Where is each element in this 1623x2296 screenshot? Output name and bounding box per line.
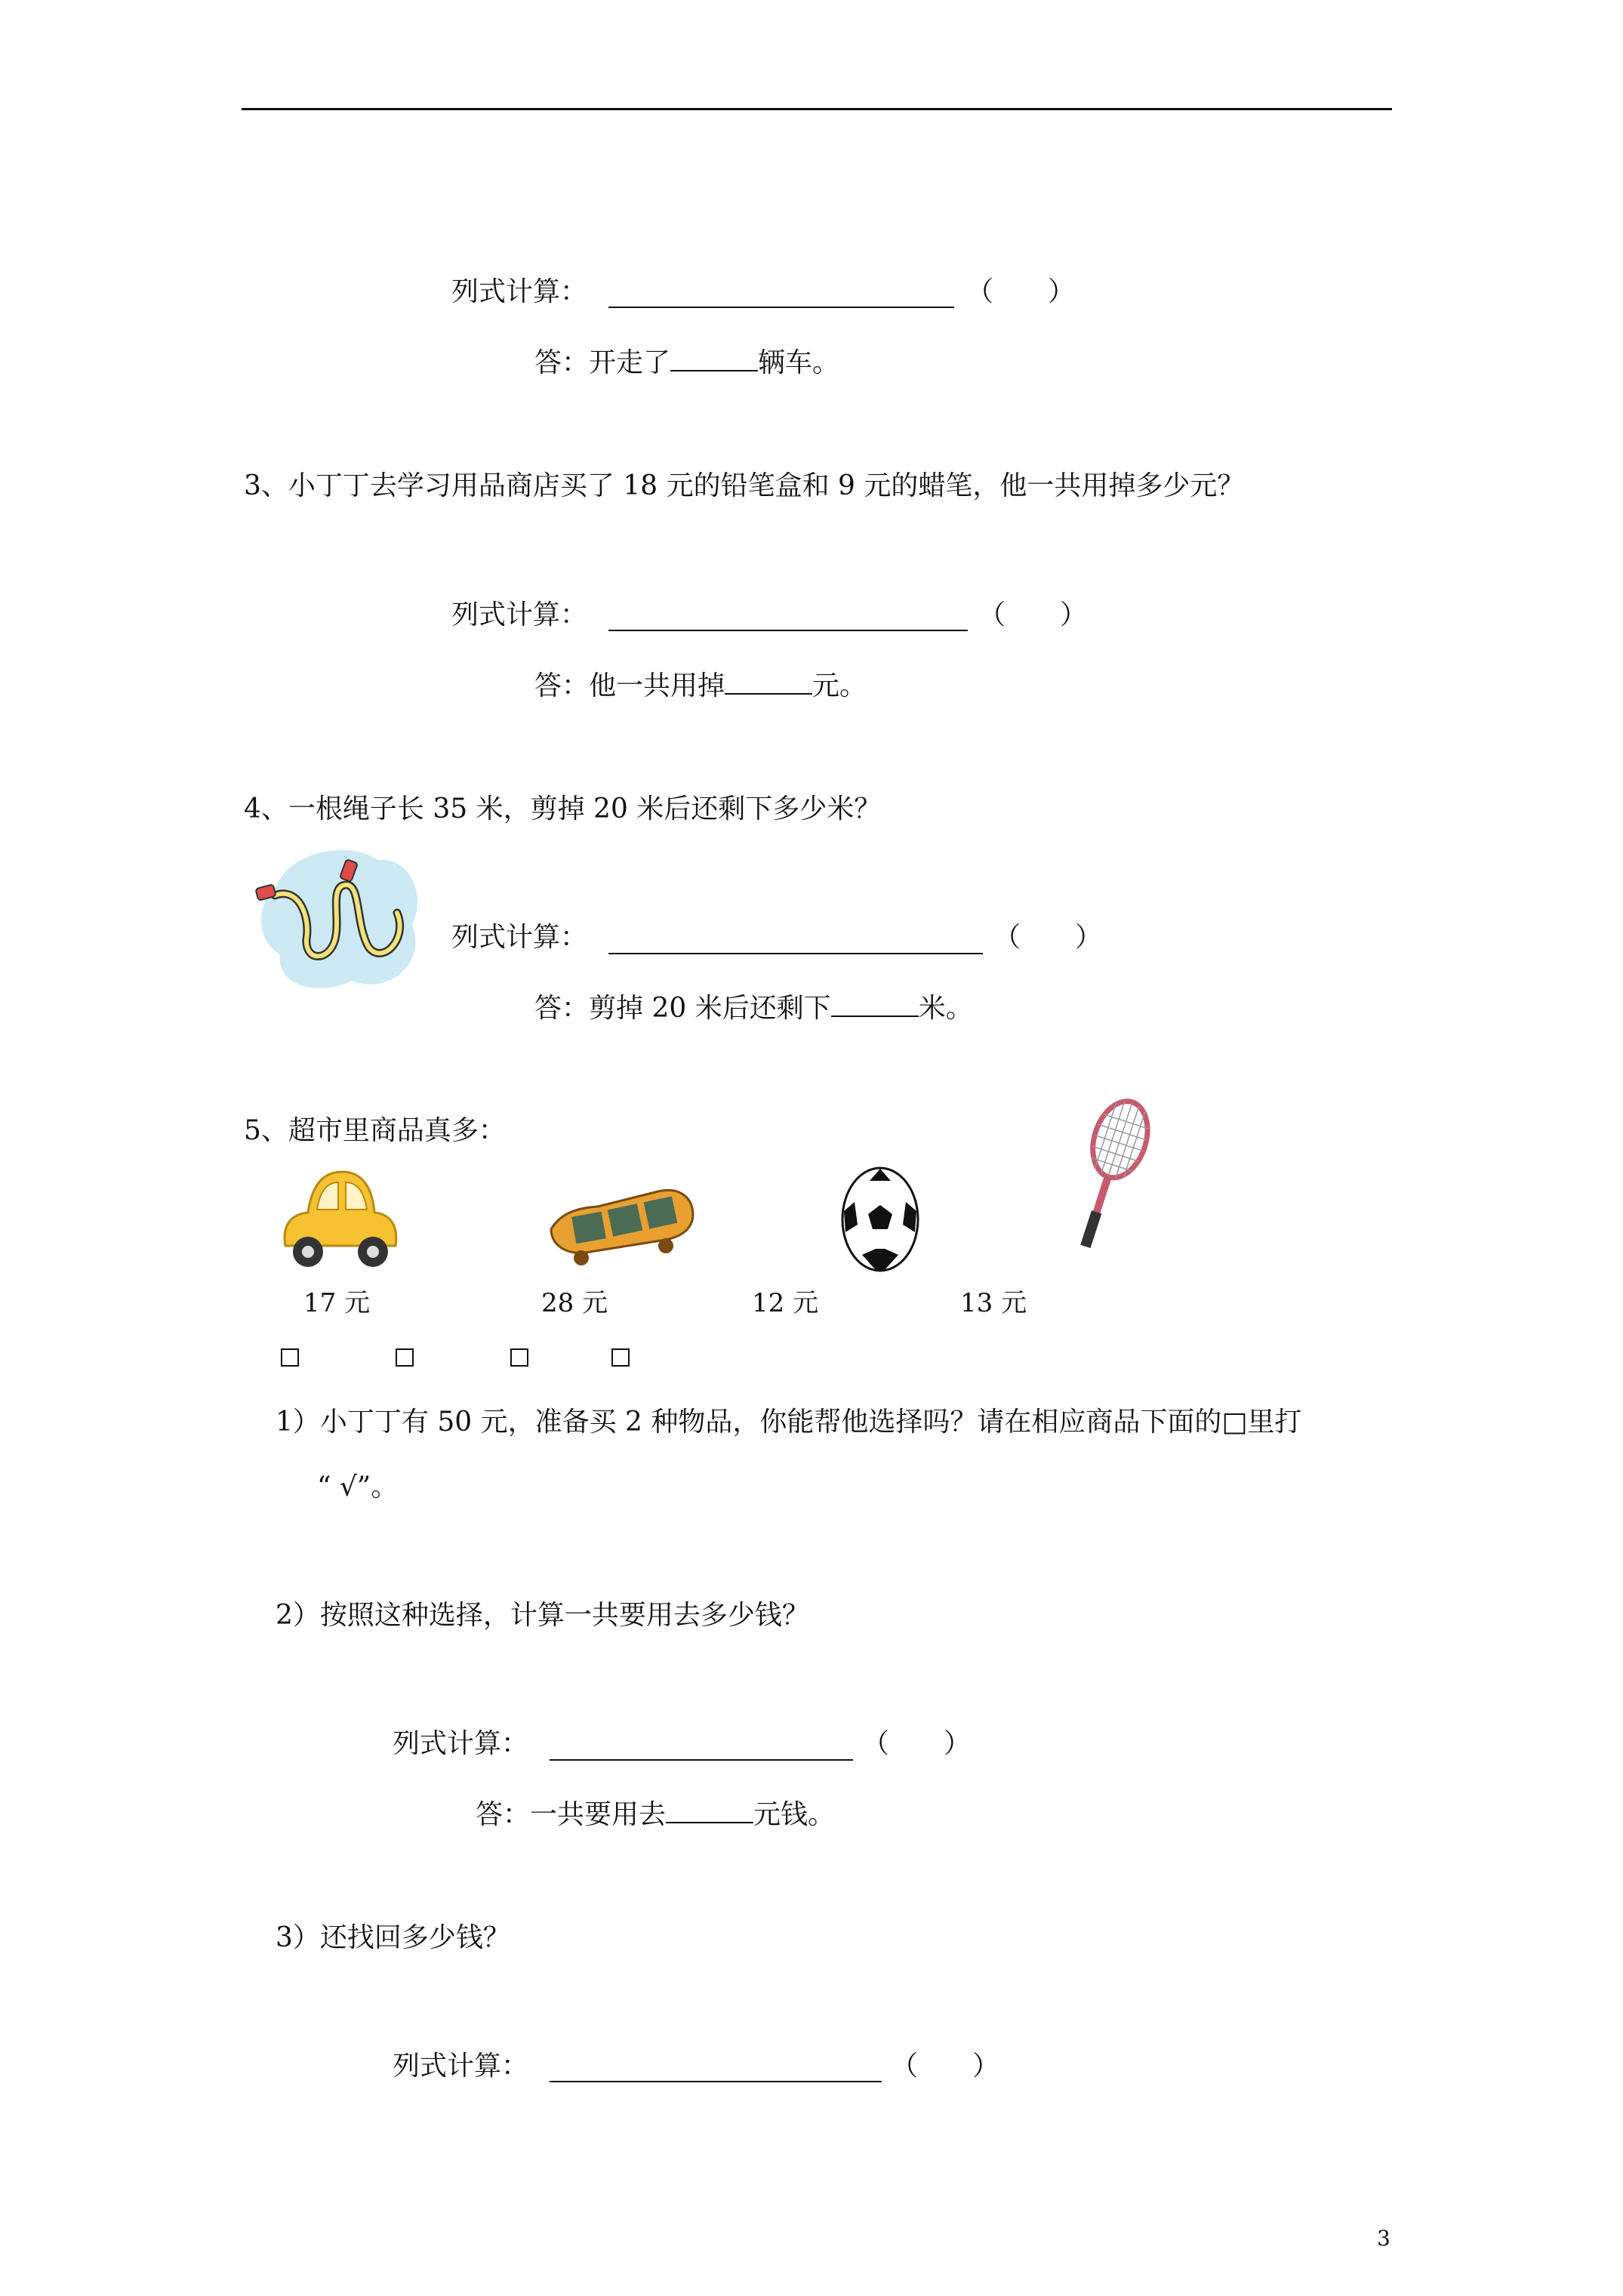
- skateboard-icon: [545, 1176, 696, 1271]
- price-label: 13 元: [960, 1288, 1027, 1318]
- q4-answer-line: [534, 987, 973, 1025]
- header-rule: [242, 108, 1392, 110]
- soccer-ball-icon: [839, 1166, 921, 1273]
- checkbox-item-2[interactable]: [396, 1348, 414, 1367]
- tennis-racket-icon: [1064, 1096, 1155, 1259]
- q4-unit-paren[interactable]: （ ）: [993, 922, 1103, 953]
- price-label: 17 元: [303, 1288, 371, 1318]
- q3-answer-blank[interactable]: [725, 664, 812, 695]
- answer-prefix: 答：开走了: [534, 347, 671, 378]
- q3-calc-label: 列式计算：: [451, 599, 588, 630]
- sub2-answer-blank[interactable]: [666, 1793, 753, 1823]
- q3-unit-paren[interactable]: （ ）: [978, 599, 1088, 630]
- sub-question-2: 2）按照这种选择，计算一共要用去多少钱？: [276, 1600, 809, 1631]
- question-3: 3、小丁丁去学习用品商店买了 18 元的铅笔盒和 9 元的蜡笔，他一共用掉多少元？: [244, 470, 1245, 501]
- sub2-unit-paren[interactable]: （ ）: [862, 1728, 972, 1759]
- q3-calc-blank[interactable]: [608, 630, 968, 631]
- sub-question-3: 3）还找回多少钱？: [276, 1922, 510, 1953]
- price-label: 12 元: [752, 1288, 819, 1318]
- sub2-answer-prefix: 答：一共要用去: [476, 1799, 667, 1830]
- q3-answer-suffix: 元。: [812, 670, 867, 701]
- question-4: 4、一根绳子长 35 米，剪掉 20 米后还剩下多少米？: [244, 794, 882, 824]
- q4-answer-blank[interactable]: [831, 987, 919, 1017]
- jump-rope-icon: [246, 841, 423, 992]
- q3-answer-line: [534, 664, 867, 703]
- q3-answer-prefix: 答：他一共用掉: [534, 670, 725, 701]
- sub2-answer-suffix: 元钱。: [753, 1799, 836, 1830]
- q4-calc-label: 列式计算：: [451, 922, 588, 953]
- checkbox-item-1[interactable]: [281, 1348, 299, 1367]
- calc-blank[interactable]: [608, 307, 954, 308]
- checkbox-item-4[interactable]: [611, 1348, 630, 1367]
- q4-calc-blank[interactable]: [608, 953, 983, 954]
- answer-line: [534, 341, 839, 380]
- sub-question-1-cont: “ √”。: [317, 1472, 399, 1502]
- unit-paren[interactable]: （ ）: [966, 276, 1076, 307]
- price-label: 28 元: [541, 1288, 608, 1318]
- sub2-calc-blank[interactable]: [550, 1759, 853, 1761]
- question-5: 5、超市里商品真多：: [244, 1115, 506, 1146]
- sub2-calc-label: 列式计算：: [393, 1728, 529, 1759]
- sub2-answer-line: [476, 1793, 835, 1832]
- q4-answer-prefix: 答：剪掉 20 米后还剩下: [534, 993, 831, 1024]
- q4-answer-suffix: 米。: [918, 993, 973, 1024]
- checkbox-item-3[interactable]: [510, 1348, 528, 1367]
- sub3-calc-label: 列式计算：: [393, 2051, 529, 2082]
- sub3-calc-blank[interactable]: [550, 2081, 882, 2082]
- answer-blank[interactable]: [670, 341, 758, 371]
- page-number: 3: [1377, 2226, 1390, 2251]
- sub3-unit-paren[interactable]: （ ）: [891, 2051, 1000, 2082]
- toy-car-icon: [278, 1163, 402, 1276]
- calc-label: 列式计算：: [451, 276, 588, 307]
- answer-suffix: 辆车。: [758, 347, 840, 378]
- sub-question-1: 1）小丁丁有 50 元，准备买 2 种物品，你能帮他选择吗？请在相应商品下面的□里打: [276, 1407, 1302, 1438]
